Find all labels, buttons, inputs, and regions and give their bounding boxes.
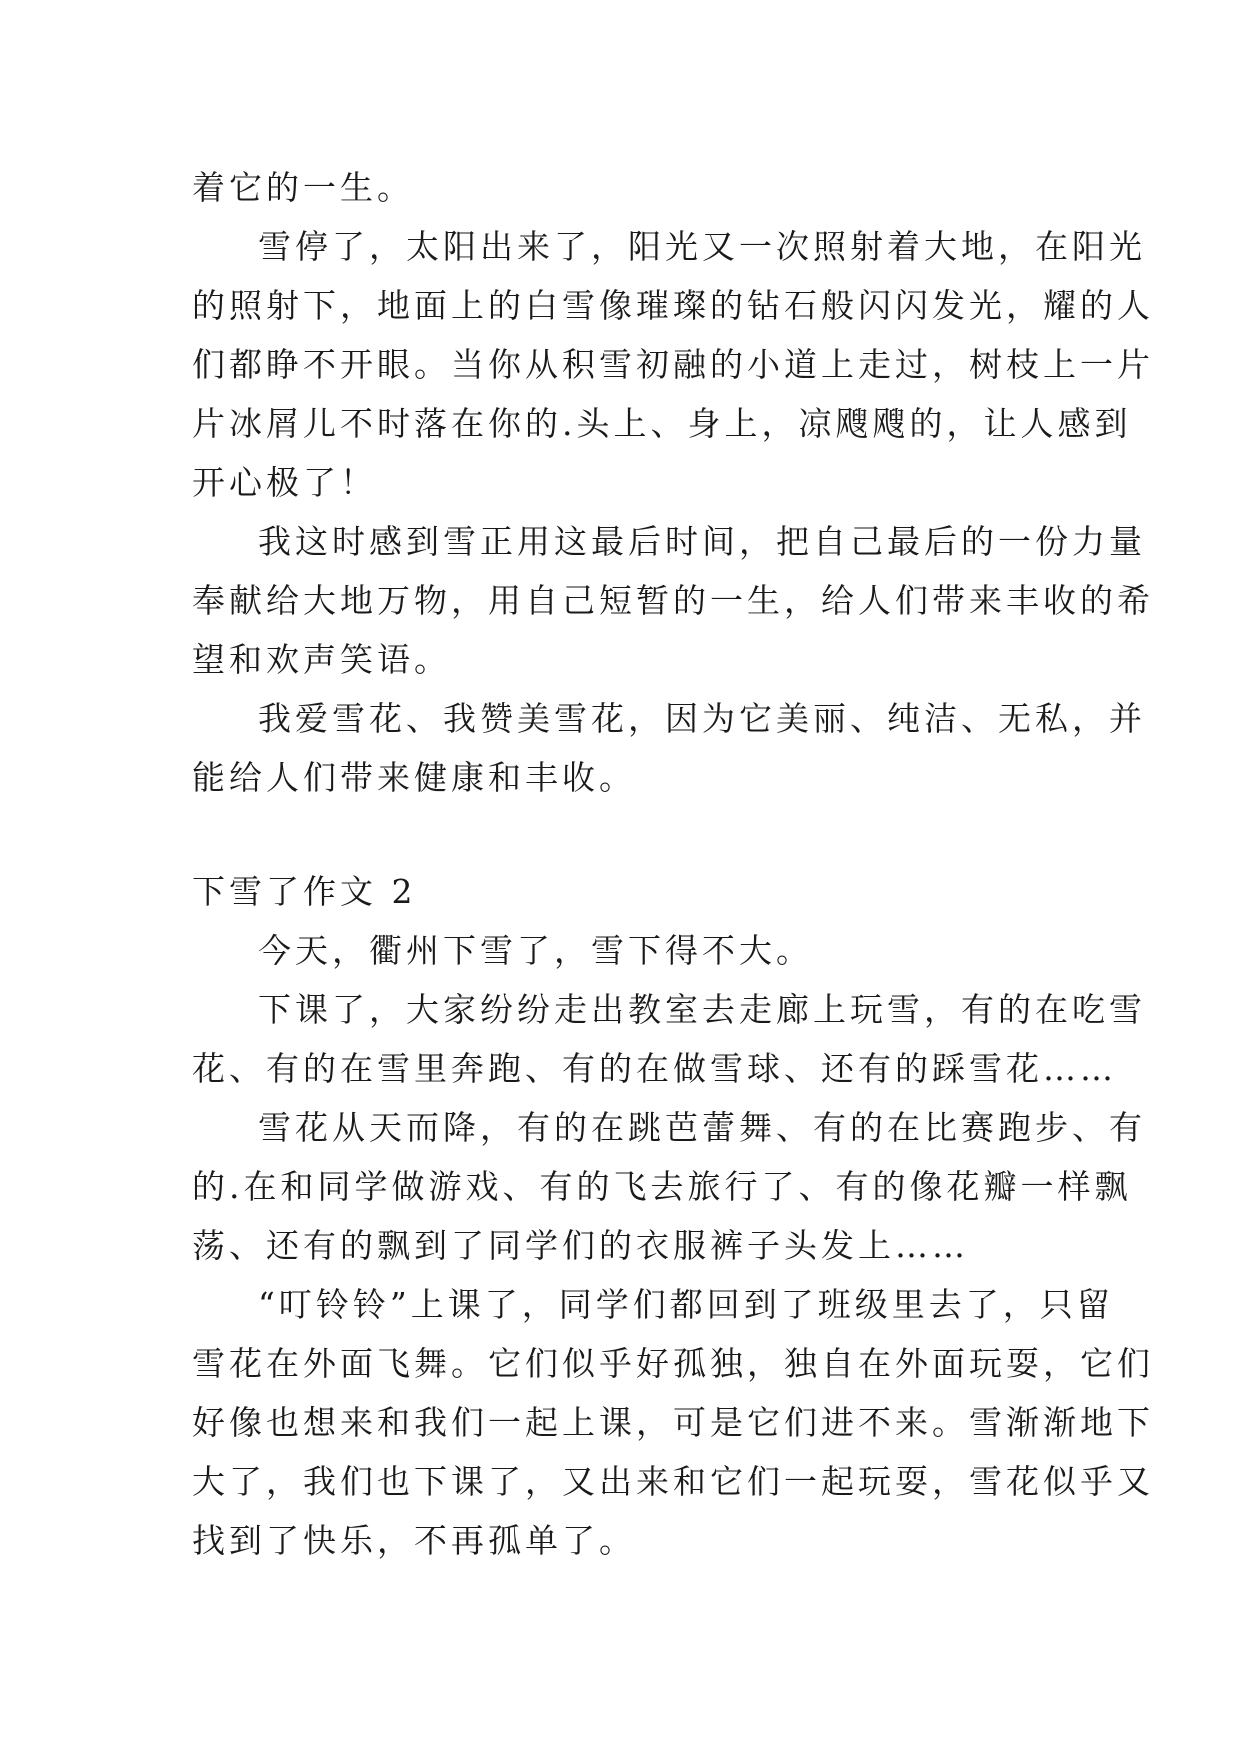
text-line: 们都睁不开眼。当你从积雪初融的小道上走过，树枝上一片 (192, 345, 1154, 384)
section-title: 下雪了作文 2 (192, 872, 417, 911)
paragraph-snow-stopped (192, 217, 1154, 512)
paragraph-snow-dedication (192, 512, 1154, 689)
text-line: 着它的一生。 (192, 168, 414, 207)
text-line: 荡、还有的飘到了同学们的衣服裤子头发上…… (192, 1226, 969, 1265)
text-line: 花、有的在雪里奔跑、有的在做雪球、还有的踩雪花…… (192, 1049, 1117, 1088)
text-line: 开心极了！ (192, 463, 377, 502)
continuation-paragraph (192, 158, 1054, 217)
paragraph-today (192, 921, 1054, 980)
text-line: “叮铃铃”上课了，同学们都回到了班级里去了，只留 (258, 1285, 1114, 1324)
text-line: 雪花在外面飞舞。它们似乎好孤独，独自在外面玩耍，它们 (192, 1344, 1154, 1383)
text-line: 雪花从天而降，有的在跳芭蕾舞、有的在比赛跑步、有 (258, 1108, 1146, 1147)
text-line: 我这时感到雪正用这最后时间，把自己最后的一份力量 (258, 522, 1146, 561)
document-page (192, 158, 1154, 1570)
paragraph-bell-rings (192, 1275, 1154, 1570)
text-line: 找到了快乐，不再孤单了。 (192, 1521, 636, 1560)
text-line: 的照射下，地面上的白雪像璀璨的钻石般闪闪发光，耀的人 (192, 286, 1154, 325)
text-line: 奉献给大地万物，用自己短暂的一生，给人们带来丰收的希 (192, 581, 1154, 620)
text-line: 雪停了，太阳出来了，阳光又一次照射着大地，在阳光 (258, 227, 1146, 266)
text-line: 好像也想来和我们一起上课，可是它们进不来。雪渐渐地下 (192, 1403, 1154, 1442)
text-line: 今天，衢州下雪了，雪下得不大。 (258, 931, 813, 970)
text-line: 能给人们带来健康和丰收。 (192, 758, 636, 797)
text-line: 望和欢声笑语。 (192, 640, 451, 679)
text-line: 下课了，大家纷纷走出教室去走廊上玩雪，有的在吃雪 (258, 990, 1146, 1029)
paragraph-love-snow (192, 689, 1146, 807)
paragraph-after-class (192, 980, 1146, 1098)
text-line: 的.在和同学做游戏、有的飞去旅行了、有的像花瓣一样飘 (192, 1167, 1132, 1206)
paragraph-snowflakes-falling (192, 1098, 1146, 1275)
text-line: 大了，我们也下课了，又出来和它们一起玩耍，雪花似乎又 (192, 1462, 1154, 1501)
text-line: 片冰屑儿不时落在你的.头上、身上，凉飕飕的，让人感到 (192, 404, 1132, 443)
text-line: 我爱雪花、我赞美雪花，因为它美丽、纯洁、无私，并 (258, 699, 1146, 738)
section-gap (192, 807, 1054, 862)
